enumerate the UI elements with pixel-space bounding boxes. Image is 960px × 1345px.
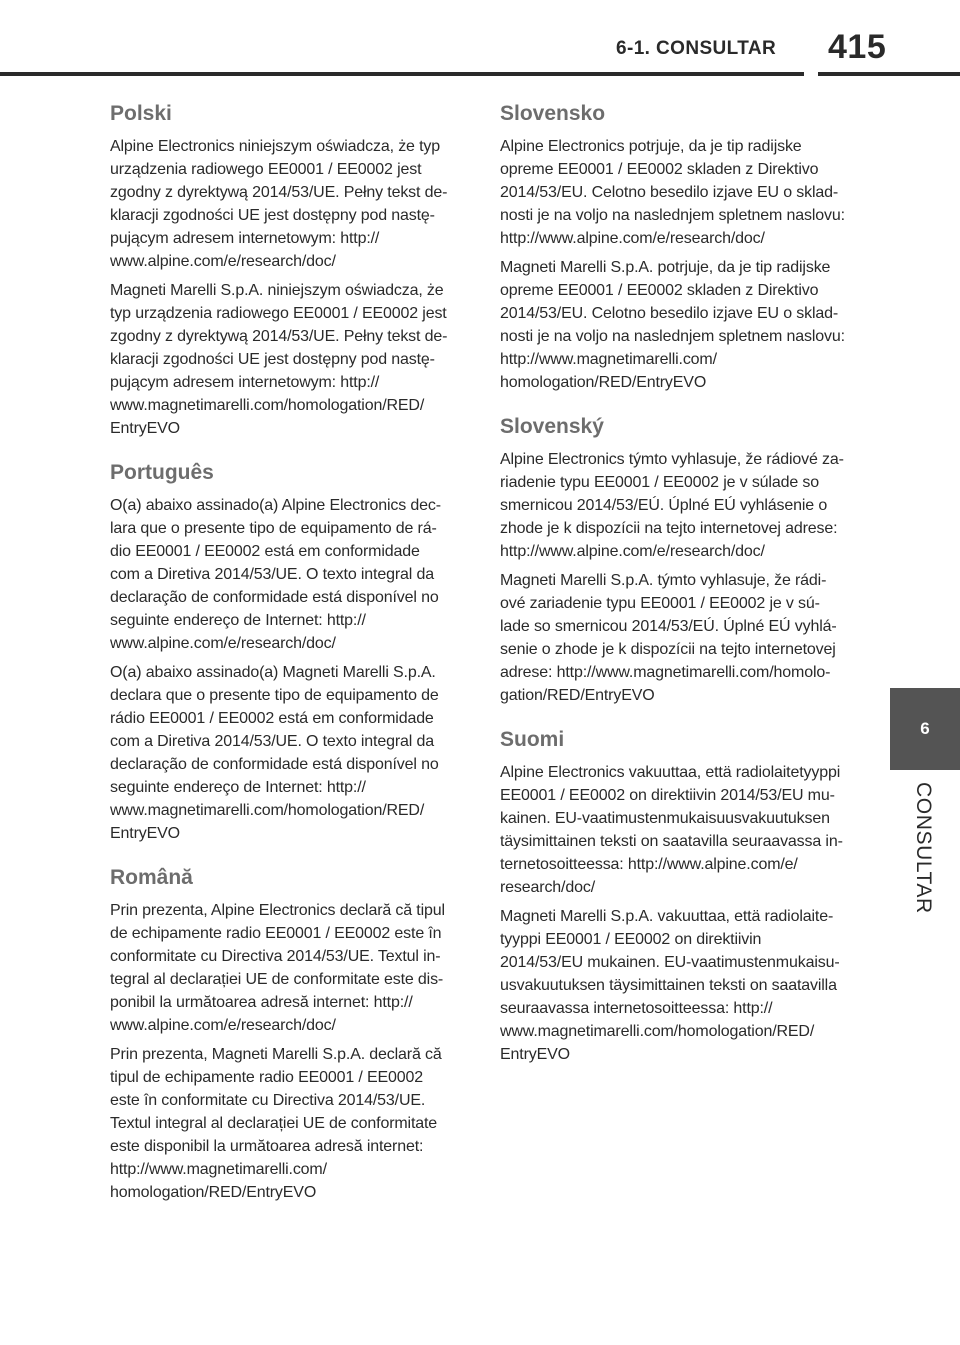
paragraph: O(a) abaixo assinado(a) Alpine Electronics dec- lara que o presente tipo de equipamento de rá- dio EE0001 / EE0002 está em conformidade com a Diretiva 2014/53/UE. O texto integral da declaração de conformidade está disponível no seguinte endereço de Internet: http:// www.alpine.com/e/research/doc/	[110, 497, 441, 652]
paragraph: Alpine Electronics niniejszym oświadcza, że typ urządzenia radiowego EE0001 / EE0002 jest zgodny z dyrektywą 2014/53/UE. Pełny tekst de- klaracji zgodności UE jest dostępny pod nastę- pującym adresem internetowym: http:// www.alpine.com/e/research/doc/	[110, 138, 448, 270]
section-romana	[110, 866, 456, 1204]
paragraph: Magneti Marelli S.p.A. niniejszym oświadcza, że typ urządzenia radiowego EE0001 / EE0002 jest zgodny z dyrektywą 2014/53/UE. Pełny tekst de- klaracji zgodności UE jest dostępny pod nastę- pującym adresem internetowym: http:// www.magnetimarelli.com/homologation/RED/ EntryEVO	[110, 282, 448, 437]
paragraph: Alpine Electronics týmto vyhlasuje, že rádiové za- riadenie typu EE0001 / EE0002 je v súlade so smernicou 2014/53/EÚ. Úplné EÚ vyhlásenie o zhode je k dispozícii na tejto internetovej adrese: http://www.alpine.com/e/research/doc/	[500, 451, 844, 560]
section-portugues	[110, 461, 456, 845]
paragraph: Prin prezenta, Magneti Marelli S.p.A. declară că tipul de echipamente radio EE0001 / EE0002 este în conformitate cu Directiva 2014/53/UE. Textul integral al declarației UE de conformitate este disponibil la următoarea adresă internet: http://www.magnetimarelli.com/ homologation/RED/EntryEVO	[110, 1046, 442, 1201]
section-title-polski: Polski	[110, 102, 172, 125]
section-slovensky	[500, 415, 846, 707]
section-slovensko	[500, 102, 846, 394]
chapter-label: CONSULTAR	[912, 782, 935, 914]
paragraph: Magneti Marelli S.p.A. vakuuttaa, että radiolaite- tyyppi EE0001 / EE0002 on direktiivin 2014/53/EU mukainen. EU-vaatimustenmukaisu- usvakuutuksen täysimittainen teksti on saatavilla seuraavassa internetosoitteessa: http:// www.magnetimarelli.com/homologation/RED/ EntryEVO	[500, 908, 840, 1063]
page-header	[0, 0, 960, 78]
paragraph: Magneti Marelli S.p.A. potrjuje, da je tip radijske opreme EE0001 / EE0002 skladen z Direktivo 2014/53/EU. Celotno besedilo izjave EU o sklad- nosti je na voljo na naslednjem spletnem naslovu: http://www.magnetimarelli.com/ homologation/RED/EntryEVO	[500, 259, 845, 391]
chapter-number: 6	[920, 719, 930, 738]
header-rule-gap	[804, 68, 818, 80]
paragraph: Prin prezenta, Alpine Electronics declară că tipul de echipamente radio EE0001 / EE0002 este în conformitate cu Directiva 2014/53/UE. Textul in- tegral al declarației UE de conformitate este dis- ponibil la următoarea adresă internet: http:// www.alpine.com/e/research/doc/	[110, 902, 445, 1034]
paragraph: Magneti Marelli S.p.A. týmto vyhlasuje, že rádi- ové zariadenie typu EE0001 / EE0002 je v sú- lade so smernicou 2014/53/EÚ. Úplné EÚ vyhlá- senie o zhode je k dispozícii na tejto internetovej adrese: http://www.magnetimarelli.com/homolo- gation/RED/EntryEVO	[500, 572, 837, 704]
page-number: 415	[828, 28, 887, 66]
section-title-slovensko: Slovensko	[500, 102, 606, 125]
chapter-tab[interactable]	[890, 688, 960, 770]
paragraph: Alpine Electronics potrjuje, da je tip radijske opreme EE0001 / EE0002 skladen z Direktivo 2014/53/EU. Celotno besedilo izjave EU o sklad- nosti je na voljo na naslednjem spletnem naslovu: http://www.alpine.com/e/research/doc/	[500, 138, 845, 247]
section-polski	[110, 102, 456, 440]
chapter-label-vertical	[893, 782, 953, 914]
section-suomi	[500, 728, 846, 1066]
section-title-suomi: Suomi	[500, 728, 565, 751]
section-title-romana: Română	[110, 866, 193, 889]
right-column	[500, 102, 846, 1072]
section-title-portugues: Português	[110, 461, 214, 484]
paragraph: O(a) abaixo assinado(a) Magneti Marelli S.p.A. declara que o presente tipo de equipamento de rádio EE0001 / EE0002 está em conformidade com a Diretiva 2014/53/UE. O texto integral da declaração de conformidade está disponível no seguinte endereço de Internet: http:// www.magnetimarelli.com/homologation/RED/ EntryEVO	[110, 664, 439, 842]
section-title: 6-1. CONSULTAR	[616, 38, 777, 59]
left-column	[110, 102, 456, 1210]
section-title-slovensky: Slovenský	[500, 415, 604, 438]
paragraph: Alpine Electronics vakuuttaa, että radiolaitetyyppi EE0001 / EE0002 on direktiivin 2014/53/EU mu- kainen. EU-vaatimustenmukaisuusvakuutuksen täysimittainen teksti on saatavilla seuraavassa in- ternetosoitteessa: http://www.alpine.com/e/ research/doc/	[500, 764, 843, 896]
